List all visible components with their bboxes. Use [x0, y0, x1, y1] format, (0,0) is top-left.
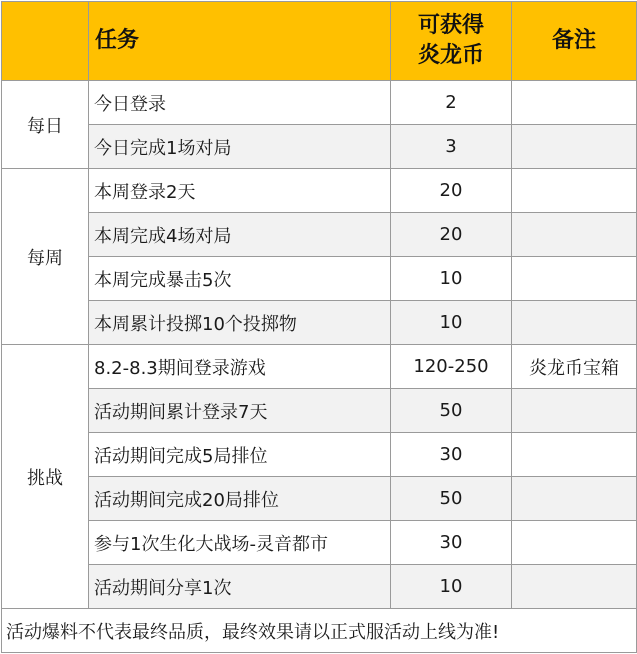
- task-note: [512, 521, 637, 565]
- table-row: [2, 125, 637, 169]
- task-name: 本周完成4场对局: [89, 213, 391, 257]
- task-note: [512, 565, 637, 609]
- task-name: 本周累计投掷10个投掷物: [89, 301, 391, 345]
- task-note: [512, 301, 637, 345]
- coin-amount: 10: [391, 565, 512, 609]
- header-coins: [391, 2, 512, 81]
- coin-amount: 10: [391, 257, 512, 301]
- task-note: [512, 477, 637, 521]
- category-challenge: 挑战: [2, 345, 89, 609]
- task-name: 活动期间累计登录7天: [89, 389, 391, 433]
- footer-row: [2, 609, 637, 653]
- task-reward-sheet: [0, 1, 637, 654]
- table-row: [2, 213, 637, 257]
- task-note: [512, 213, 637, 257]
- task-name: 本周登录2天: [89, 169, 391, 213]
- task-name: 活动期间完成20局排位: [89, 477, 391, 521]
- task-name: 参与1次生化大战场-灵音都市: [89, 521, 391, 565]
- header-category-cell: [2, 2, 89, 81]
- table-row: [2, 257, 637, 301]
- task-note: [512, 389, 637, 433]
- table-row: [2, 81, 637, 125]
- task-note: [512, 81, 637, 125]
- table-row: [2, 301, 637, 345]
- header-coins-line2: 炎龙币: [417, 43, 484, 68]
- task-name: 8.2-8.3期间登录游戏: [89, 345, 391, 389]
- task-note: 炎龙币宝箱: [512, 345, 637, 389]
- table-row: [2, 345, 637, 389]
- task-name: 活动期间完成5局排位: [89, 433, 391, 477]
- table-row: [2, 433, 637, 477]
- table-row: [2, 169, 637, 213]
- category-weekly: 每周: [2, 169, 89, 345]
- coin-amount: 50: [391, 389, 512, 433]
- task-name: 今日登录: [89, 81, 391, 125]
- task-note: [512, 257, 637, 301]
- disclaimer-text: 活动爆料不代表最终品质，最终效果请以正式服活动上线为准!: [2, 609, 637, 653]
- task-table: [1, 1, 637, 653]
- header-coins-line1: 可获得: [417, 13, 484, 38]
- coin-amount: 30: [391, 433, 512, 477]
- coin-amount: 20: [391, 213, 512, 257]
- task-note: [512, 433, 637, 477]
- task-note: [512, 169, 637, 213]
- table-row: [2, 521, 637, 565]
- coin-amount: 20: [391, 169, 512, 213]
- coin-amount: 120-250: [391, 345, 512, 389]
- coin-amount: 3: [391, 125, 512, 169]
- coin-amount: 50: [391, 477, 512, 521]
- header-row: [2, 2, 637, 81]
- header-note: 备注: [512, 2, 637, 81]
- category-daily: 每日: [2, 81, 89, 169]
- coin-amount: 2: [391, 81, 512, 125]
- coin-amount: 10: [391, 301, 512, 345]
- task-name: 本周完成暴击5次: [89, 257, 391, 301]
- task-body: [2, 81, 637, 653]
- task-name: 活动期间分享1次: [89, 565, 391, 609]
- task-name: 今日完成1场对局: [89, 125, 391, 169]
- table-row: [2, 565, 637, 609]
- table-row: [2, 477, 637, 521]
- coin-amount: 30: [391, 521, 512, 565]
- header-task: 任务: [89, 2, 391, 81]
- task-note: [512, 125, 637, 169]
- table-row: [2, 389, 637, 433]
